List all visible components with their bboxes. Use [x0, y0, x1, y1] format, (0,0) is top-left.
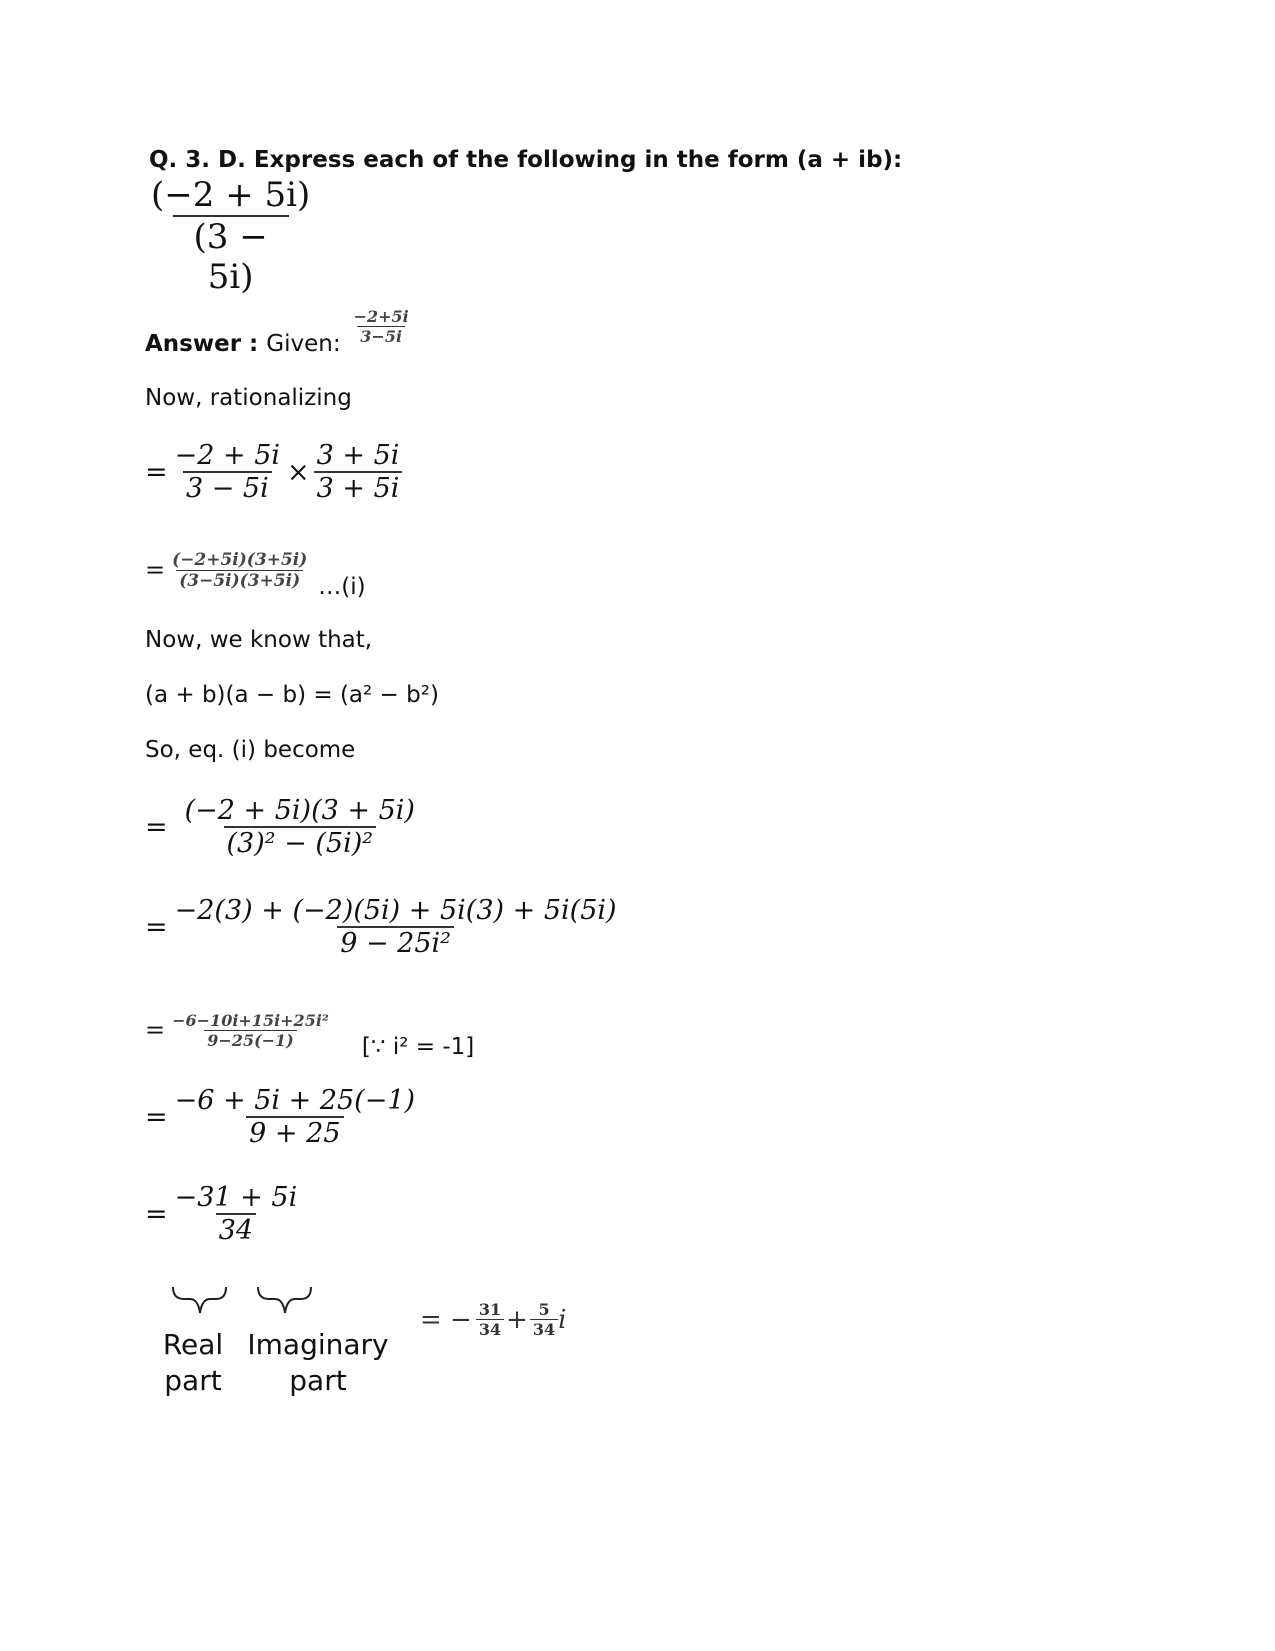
equals-sign: =: [145, 1016, 166, 1044]
step2-num: (−2+5i)(3+5i): [172, 549, 308, 570]
step2-tag: …(i): [318, 574, 366, 600]
step4-num: −2(3) + (−2)(5i) + 5i(3) + 5i(5i): [174, 895, 617, 926]
step-5: [145, 1000, 474, 1060]
step-4: [145, 895, 620, 959]
know-line: Now, we know that,: [145, 627, 373, 653]
final-b-num: 5: [538, 1300, 550, 1319]
equals-sign: =: [145, 556, 166, 584]
equals-sign: =: [145, 911, 168, 943]
step-3: [145, 795, 418, 859]
final-b-den: 34: [530, 1319, 558, 1339]
step7-num: −31 + 5i: [174, 1182, 298, 1213]
final-result: [420, 1300, 567, 1339]
identity-line: (a + b)(a − b) = (a² − b²): [145, 682, 439, 708]
times-sign: ×: [287, 456, 310, 488]
step4-den: 9 − 25i²: [337, 926, 454, 959]
step5-note: [∵ i² = -1]: [361, 1034, 475, 1060]
imaginary-label-line2: part: [289, 1364, 347, 1397]
step1-b-den: 3 + 5i: [314, 471, 403, 504]
step5-den: 9−25(−1): [204, 1030, 296, 1050]
final-i: i: [558, 1304, 567, 1335]
imaginary-label-line1: Imaginary: [247, 1328, 389, 1361]
rationalizing-line: Now, rationalizing: [145, 385, 352, 411]
step7-den: 34: [216, 1213, 256, 1246]
step6-den: 9 + 25: [246, 1116, 343, 1149]
question-numerator: (−2 + 5i): [151, 175, 311, 215]
imaginary-part-brace-icon: [258, 1287, 311, 1313]
question-expression: [148, 175, 313, 297]
step-2: [145, 540, 366, 600]
equals-sign: =: [145, 456, 168, 488]
given-text: Given:: [266, 331, 341, 357]
answer-label: Answer :: [145, 331, 259, 357]
question-title: Q. 3. D. Express each of the following in the form (a + ib):: [149, 147, 903, 173]
step2-den: (3−5i)(3+5i): [176, 570, 303, 591]
step1-a-num: −2 + 5i: [174, 440, 281, 471]
final-a-den: 34: [476, 1319, 504, 1339]
given-numerator: −2+5i: [353, 306, 409, 326]
step-1: [145, 440, 402, 504]
real-part-brace-icon: [173, 1287, 226, 1313]
answer-given-line: [145, 295, 412, 357]
equals-sign: =: [145, 811, 168, 843]
question-denominator: (3 − 5i): [173, 215, 289, 297]
equals-sign: =: [145, 1198, 168, 1230]
step3-num: (−2 + 5i)(3 + 5i): [184, 795, 415, 826]
imaginary-part-label: [243, 1327, 393, 1399]
step1-a-den: 3 − 5i: [183, 471, 272, 504]
given-denominator: 3−5i: [357, 326, 405, 346]
become-line: So, eq. (i) become: [145, 737, 356, 763]
real-label-line1: Real: [162, 1328, 224, 1361]
final-a-num: 31: [478, 1300, 502, 1319]
underbrace-icons: [170, 1285, 320, 1325]
step3-den: (3)² − (5i)²: [224, 826, 377, 859]
real-part-label: [158, 1327, 228, 1399]
step-7: [145, 1182, 300, 1246]
step5-num: −6−10i+15i+25i²: [172, 1010, 329, 1030]
step1-b-num: 3 + 5i: [316, 440, 400, 471]
step6-num: −6 + 5i + 25(−1): [174, 1085, 416, 1116]
final-plus: +: [506, 1304, 528, 1335]
final-prefix: = −: [420, 1304, 472, 1335]
real-label-line2: part: [164, 1364, 222, 1397]
step-6: [145, 1085, 418, 1149]
equals-sign: =: [145, 1101, 168, 1133]
